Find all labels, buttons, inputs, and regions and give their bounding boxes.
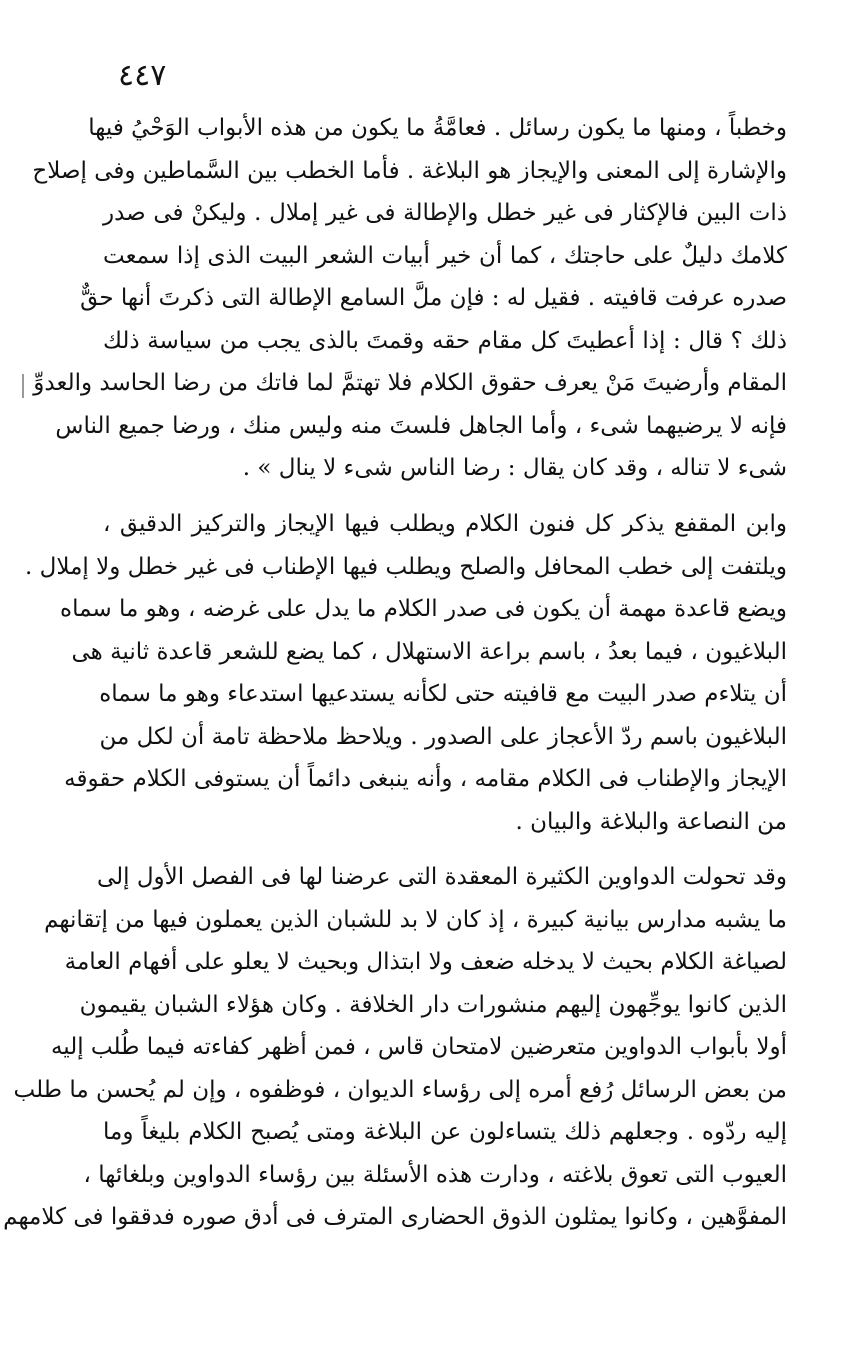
text-line: شىء لا تناله ، وقد كان يقال : رضا الناس شىء لا ينال » . xyxy=(242,455,787,481)
paragraph-2 xyxy=(25,503,787,843)
text-line: العيوب التى تعوق بلاغته ، ودارت هذه الأسئلة بين رؤساء الدواوين وبلغائها ، xyxy=(83,1161,787,1188)
text-line: إليه ردّوه . وجعلهم ذلك يتساءلون عن البلاغة ومتى يُصبح الكلام بليغاً وما xyxy=(103,1119,787,1145)
text-line: أن يتلاءم صدر البيت مع قافيته حتى لكأنه يستدعيها استدعاء وهو ما سماه xyxy=(99,681,787,707)
text-line: ذلك ؟ قال : إذا أعطيتَ كل مقام حقه وقمتَ بالذى يجب من سياسة ذلك xyxy=(103,327,787,354)
text-line: من النصاعة والبلاغة والبيان . xyxy=(515,808,787,835)
paragraph-1 xyxy=(32,107,787,490)
text-line: البلاغيون باسم ردّ الأعجاز على الصدور . ويلاحظ ملاحظة تامة أن لكل من xyxy=(99,723,787,750)
text-line: أولا بأبواب الدواوين متعرضين لامتحان قاس ، فمن أظهر كفاءته فيما طُلب إليه xyxy=(50,1034,787,1060)
text-line: وخطباً ، ومنها ما يكون رسائل . فعامَّةُ ما يكون من هذه الأبواب الوَحْيُ فيها xyxy=(88,115,787,141)
margin-mark xyxy=(22,374,24,398)
text-line: والإشارة إلى المعنى والإيجاز هو البلاغة . فأما الخطب بين السَّماطين وفى إصلاح xyxy=(32,157,787,184)
text-line: الإيجاز والإطناب فى الكلام مقامه ، وأنه ينبغى دائماً أن يستوفى الكلام حقوقه xyxy=(64,766,787,792)
text-line: فإنه لا يرضيهما شىء ، وأما الجاهل فلستَ منه وليس منك ، ورضا جميع الناس xyxy=(55,412,787,439)
text-line: صدره عرفت قافيته . فقيل له : فإن ملَّ السامع الإطالة التى ذكرتَ أنها حقٌّ xyxy=(80,285,787,311)
text-line: المفوَّهين ، وكانوا يمثلون الذوق الحضارى المترف فى أدق صوره فدققوا فى كلامهم xyxy=(3,1204,787,1230)
text-line: وقد تحولت الدواوين الكثيرة المعقدة التى عرضنا لها فى الفصل الأول إلى xyxy=(96,864,787,890)
text-line: الذين كانوا يوجِّهون إليهم منشورات دار الخلافة . وكان هؤلاء الشبان يقيمون xyxy=(79,991,787,1018)
text-line: وابن المقفع يذكر كل فنون الكلام ويطلب فيها الإيجاز والتركيز الدقيق ، xyxy=(103,511,787,537)
paragraph-3 xyxy=(3,856,787,1239)
text-line: ويلتفت إلى خطب المحافل والصلح ويطلب فيها الإطناب فى غير خطل ولا إملال . xyxy=(25,553,787,580)
text-line: لصياغة الكلام بحيث لا يدخله ضعف ولا ابتذال وبحيث لا يعلو على أفهام العامة xyxy=(64,949,787,975)
text-line: البلاغيون ، فيما بعدُ ، باسم براعة الاستهلال ، كما يضع للشعر قاعدة ثانية هى xyxy=(71,638,787,665)
text-line: ويضع قاعدة مهمة أن يكون فى صدر الكلام ما يدل على غرضه ، وهو ما سماه xyxy=(60,596,787,622)
page-number: ٤٤٧ xyxy=(118,58,167,93)
text-line: ذات البين فالإكثار فى غير خطل والإطالة فى غير إملال . وليكنْ فى صدر xyxy=(103,200,787,226)
text-line: من بعض الرسائل رُفع أمره إلى رؤساء الديوان ، فوظفوه ، وإن لم يُحسن ما طلب xyxy=(13,1076,787,1103)
text-line: ما يشبه مدارس بيانية كبيرة ، إذ كان لا بد للشبان الذين يعملون فيها من إتقانهم xyxy=(44,906,787,933)
text-line: كلامك دليلٌ على حاجتك ، كما أن خير أبيات الشعر البيت الذى إذا سمعت xyxy=(103,242,787,269)
text-line: المقام وأرضيتَ مَنْ يعرف حقوق الكلام فلا تهتمَّ لما فاتك من رضا الحاسد والعدوِّ xyxy=(33,370,787,396)
